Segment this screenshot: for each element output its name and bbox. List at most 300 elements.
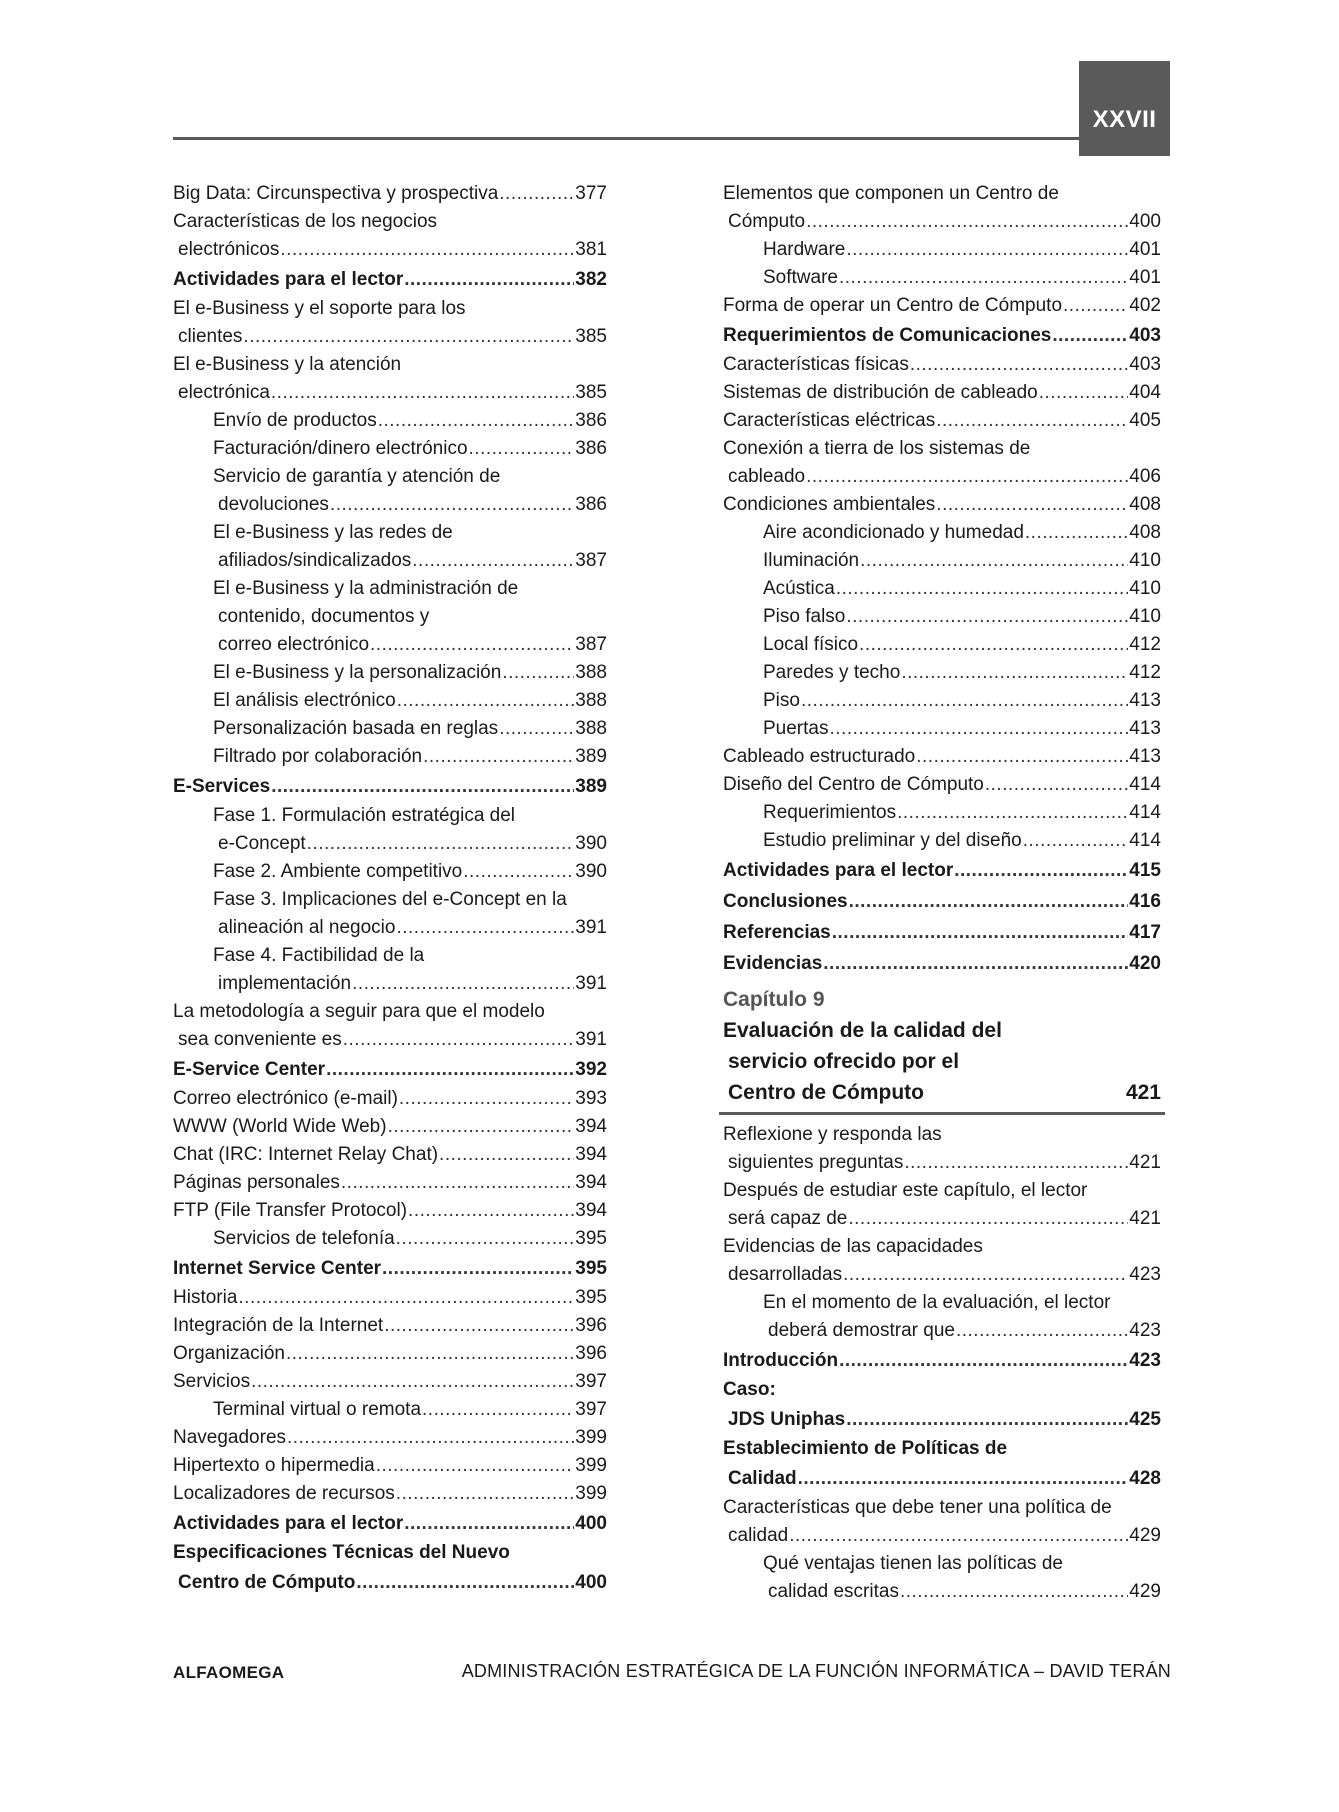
toc-entry-title: Evidencias xyxy=(723,953,823,974)
dot-leader xyxy=(1025,519,1128,547)
toc-entry-line xyxy=(173,1085,607,1113)
toc-entry xyxy=(173,1113,607,1141)
toc-page-number: 394 xyxy=(575,1172,607,1193)
dot-leader xyxy=(271,771,574,802)
toc-page-number: 386 xyxy=(575,410,607,431)
toc-entry-title: FTP (File Transfer Protocol) xyxy=(173,1200,408,1221)
toc-page-number: 391 xyxy=(575,973,607,994)
toc-entry xyxy=(723,180,1161,236)
toc-entry-line xyxy=(723,1404,1161,1435)
toc-entry-title: Especificaciones Técnicas del Nuevo xyxy=(173,1542,510,1563)
toc-entry-title: E-Service Center xyxy=(173,1059,326,1080)
toc-entry-title: Características que debe tener una política de xyxy=(723,1497,1112,1518)
toc-entry-line xyxy=(173,1368,607,1396)
toc-entry-title: Estudio preliminar y del diseño xyxy=(763,830,1022,851)
page-number-tab xyxy=(1079,61,1170,156)
toc-entry-title: Evidencias de las capacidades xyxy=(723,1236,983,1257)
toc-entry xyxy=(723,855,1161,886)
toc-page-number: 399 xyxy=(575,1455,607,1476)
toc-entry-title-end: JDS Uniphas xyxy=(728,1409,846,1430)
dot-leader xyxy=(1039,379,1129,407)
toc-entry-title: Correo electrónico (e-mail) xyxy=(173,1088,398,1109)
dot-leader xyxy=(502,659,574,687)
toc-entry-title: Hardware xyxy=(763,239,846,260)
toc-page-number: 397 xyxy=(575,1399,607,1420)
dot-leader xyxy=(287,1424,574,1452)
dot-leader xyxy=(936,407,1128,435)
toc-entry-line xyxy=(173,970,607,998)
toc-entry-title-end: calidad escritas xyxy=(768,1581,899,1602)
toc-entry-line xyxy=(723,715,1161,743)
toc-entry-line xyxy=(173,1054,607,1085)
toc-entry-line xyxy=(173,1312,607,1340)
toc-entry-title-end: Cómputo xyxy=(728,211,806,232)
toc-entry-title: Chat (IRC: Internet Relay Chat) xyxy=(173,1144,439,1165)
toc-entry-title-end: deberá demostrar que xyxy=(768,1320,955,1341)
dot-leader xyxy=(370,631,574,659)
book-title-footer: ADMINISTRACIÓN ESTRATÉGICA DE LA FUNCIÓN INFORMÁTICA – DAVID TERÁN xyxy=(461,1661,1171,1681)
toc-entry-title: El análisis electrónico xyxy=(213,690,396,711)
toc-entry xyxy=(723,1435,1161,1494)
toc-entry-line xyxy=(173,858,607,886)
toc-entry xyxy=(723,292,1161,320)
dot-leader xyxy=(399,1085,574,1113)
toc-page-number: 395 xyxy=(575,1228,607,1249)
toc-entry-line xyxy=(173,771,607,802)
toc-entry xyxy=(723,236,1161,264)
dot-leader xyxy=(412,547,574,575)
toc-entry-line xyxy=(173,379,607,407)
dot-leader xyxy=(404,1508,574,1539)
dot-leader xyxy=(384,1312,574,1340)
toc-page-number: 396 xyxy=(575,1343,607,1364)
toc-entry-line xyxy=(723,659,1161,687)
toc-entry-title: Localizadores de recursos xyxy=(173,1483,395,1504)
toc-entry-line xyxy=(723,687,1161,715)
toc-entry-title: Paredes y techo xyxy=(763,662,901,683)
dot-leader xyxy=(846,236,1128,264)
toc-entry xyxy=(173,1141,607,1169)
toc-page-number: 421 xyxy=(1129,1208,1161,1229)
toc-entry xyxy=(723,886,1161,917)
toc-entry-line xyxy=(723,1205,1161,1233)
toc-entry xyxy=(723,715,1161,743)
toc-entry-title: Servicio de garantía y atención de xyxy=(213,466,501,487)
toc-entry-line xyxy=(723,320,1161,351)
toc-entry-title-end: clientes xyxy=(178,326,243,347)
toc-entry-line xyxy=(723,1261,1161,1289)
toc-entry-title-end: correo electrónico xyxy=(218,634,370,655)
toc-entry xyxy=(723,491,1161,519)
publisher-name: ALFAOMEGA xyxy=(173,1663,285,1682)
toc-entry xyxy=(723,631,1161,659)
toc-entry-title: El e-Business y la atención xyxy=(173,354,402,375)
toc-entry xyxy=(723,948,1161,979)
toc-entry-line xyxy=(173,830,607,858)
toc-entry-title: Hipertexto o hipermedia xyxy=(173,1455,375,1476)
toc-page-number: 391 xyxy=(575,917,607,938)
toc-page-number: 394 xyxy=(575,1144,607,1165)
toc-page-number: 390 xyxy=(575,861,607,882)
toc-entry-title: Introducción xyxy=(723,1350,839,1371)
toc-entry-line xyxy=(173,1284,607,1312)
toc-entry xyxy=(173,1312,607,1340)
toc-entry-title: Cableado estructurado xyxy=(723,746,916,767)
toc-entry xyxy=(173,1508,607,1539)
toc-page-number: 382 xyxy=(575,269,607,290)
toc-entry xyxy=(173,463,607,519)
toc-entry xyxy=(173,771,607,802)
toc-entry xyxy=(173,1284,607,1312)
toc-page-number: 404 xyxy=(1129,382,1161,403)
toc-entry-title: Historia xyxy=(173,1287,238,1308)
toc-entry-title-end: alineación al negocio xyxy=(218,917,396,938)
toc-entry xyxy=(173,998,607,1054)
chapter-rule xyxy=(719,1112,1165,1115)
toc-entry xyxy=(173,1480,607,1508)
chapter-title-line2: servicio ofrecido por el xyxy=(728,1050,960,1073)
toc-entry-title: Organización xyxy=(173,1343,285,1364)
toc-entry-line xyxy=(173,1452,607,1480)
toc-entry-line xyxy=(723,1345,1161,1376)
chapter-title-line1: Evaluación de la calidad del xyxy=(723,1019,1002,1042)
toc-page-number: 417 xyxy=(1129,922,1161,943)
dot-leader xyxy=(829,715,1128,743)
toc-entry xyxy=(173,1424,607,1452)
dot-leader xyxy=(382,1253,574,1284)
toc-entry xyxy=(173,295,607,351)
dot-leader xyxy=(463,858,574,886)
toc-page-number: 401 xyxy=(1129,267,1161,288)
toc-entry xyxy=(173,886,607,942)
toc-entry-title: WWW (World Wide Web) xyxy=(173,1116,387,1137)
toc-entry-line xyxy=(723,379,1161,407)
toc-entry-line xyxy=(173,1197,607,1225)
toc-entry-line xyxy=(723,519,1161,547)
toc-entry xyxy=(723,659,1161,687)
toc-entry-title: Condiciones ambientales xyxy=(723,494,936,515)
toc-page-number: 420 xyxy=(1129,953,1161,974)
chapter-page: 421 xyxy=(1125,1081,1161,1104)
toc-entry-line xyxy=(173,687,607,715)
toc-page-number: 423 xyxy=(1129,1320,1161,1341)
toc-entry xyxy=(723,351,1161,379)
toc-entry-line xyxy=(723,799,1161,827)
toc-page-number: 423 xyxy=(1129,1350,1161,1371)
toc-entry xyxy=(723,687,1161,715)
toc-entry-title: El e-Business y la personalización xyxy=(213,662,502,683)
toc-entry xyxy=(173,1085,607,1113)
toc-entry xyxy=(723,1233,1161,1289)
toc-entry xyxy=(723,1121,1161,1177)
toc-entry-title: Facturación/dinero electrónico xyxy=(213,438,468,459)
toc-entry-line xyxy=(723,292,1161,320)
toc-entry-title: Piso falso xyxy=(763,606,846,627)
dot-leader xyxy=(238,1284,574,1312)
toc-entry-line xyxy=(723,407,1161,435)
toc-entry-title: Fase 1. Formulación estratégica del xyxy=(213,805,516,826)
toc-page-number: 390 xyxy=(575,833,607,854)
toc-entry-title-end: cableado xyxy=(728,466,806,487)
toc-entry-line xyxy=(173,659,607,687)
dot-leader xyxy=(378,407,575,435)
dot-leader xyxy=(469,435,575,463)
toc-entry xyxy=(723,575,1161,603)
toc-page-number: 421 xyxy=(1129,1152,1161,1173)
dot-leader xyxy=(849,886,1129,917)
toc-page-number: 403 xyxy=(1129,325,1161,346)
toc-entry-title-end: electrónicos xyxy=(178,239,280,260)
toc-entry-title: Integración de la Internet xyxy=(173,1315,384,1336)
toc-page-number: 385 xyxy=(575,326,607,347)
toc-entry-line xyxy=(723,603,1161,631)
toc-page-number: 395 xyxy=(575,1258,607,1279)
dot-leader xyxy=(956,1317,1128,1345)
toc-left-column xyxy=(173,180,607,1598)
toc-entry-title: Terminal virtual o remota xyxy=(213,1399,422,1420)
toc-entry-title: Actividades para el lector xyxy=(173,269,404,290)
dot-leader xyxy=(423,743,574,771)
dot-leader xyxy=(499,180,574,208)
toc-entry-title-end: será capaz de xyxy=(728,1208,848,1229)
toc-entry-line xyxy=(173,914,607,942)
toc-entry xyxy=(173,1197,607,1225)
dot-leader xyxy=(859,631,1128,659)
toc-entry-line xyxy=(173,323,607,351)
toc-entry-title: Requerimientos de Comunicaciones xyxy=(723,325,1052,346)
toc-entry-line xyxy=(723,1578,1161,1606)
dot-leader xyxy=(916,743,1128,771)
toc-entry-title: Conexión a tierra de los sistemas de xyxy=(723,438,1031,459)
toc-entry-title-end: sea conveniente es xyxy=(178,1029,342,1050)
toc-entry-title: Servicios de telefonía xyxy=(213,1228,395,1249)
toc-entry xyxy=(173,802,607,858)
toc-entry-title: Filtrado por colaboración xyxy=(213,746,423,767)
toc-entry-line xyxy=(173,236,607,264)
toc-entry-line xyxy=(723,208,1161,236)
dot-leader xyxy=(396,914,574,942)
dot-leader xyxy=(936,491,1128,519)
toc-entry xyxy=(173,351,607,407)
toc-entry-title-cont: contenido, documentos y xyxy=(218,606,430,627)
toc-page-number: 397 xyxy=(575,1371,607,1392)
dot-leader xyxy=(848,1205,1128,1233)
chapter-title-line3 xyxy=(723,1077,1161,1108)
toc-page-number: 425 xyxy=(1129,1409,1161,1430)
toc-entry xyxy=(173,1253,607,1284)
toc-entry-line xyxy=(723,1522,1161,1550)
toc-entry-title: Acústica xyxy=(763,578,835,599)
dot-leader xyxy=(251,1368,574,1396)
toc-entry xyxy=(173,519,607,575)
toc-page-number: 402 xyxy=(1129,295,1161,316)
toc-page-number: 377 xyxy=(575,183,607,204)
toc-entry-title-end: e-Concept xyxy=(218,833,306,854)
toc-entry-line xyxy=(173,743,607,771)
toc-entry-line xyxy=(723,575,1161,603)
dot-leader xyxy=(901,659,1128,687)
toc-entry-line xyxy=(723,1317,1161,1345)
toc-entry xyxy=(173,575,607,659)
toc-entry xyxy=(723,407,1161,435)
toc-page-number: 403 xyxy=(1129,354,1161,375)
toc-page-number: 412 xyxy=(1129,634,1161,655)
toc-page-number: 401 xyxy=(1129,239,1161,260)
toc-page-number: 428 xyxy=(1129,1468,1161,1489)
toc-entry-title: Navegadores xyxy=(173,1427,287,1448)
dot-leader xyxy=(910,351,1128,379)
toc-entry-line xyxy=(173,264,607,295)
toc-entry-title-end: Calidad xyxy=(728,1468,797,1489)
header-rule xyxy=(173,137,1079,140)
toc-entry-line xyxy=(723,351,1161,379)
toc-entry-line xyxy=(723,463,1161,491)
toc-entry-title: Elementos que componen un Centro de xyxy=(723,183,1059,204)
toc-page-number: 385 xyxy=(575,382,607,403)
toc-entry-title: Fase 3. Implicaciones del e-Concept en la xyxy=(213,889,567,910)
toc-page-number: 406 xyxy=(1129,466,1161,487)
dot-leader xyxy=(985,771,1128,799)
toc-entry xyxy=(173,1225,607,1253)
toc-entry-line xyxy=(723,771,1161,799)
dot-leader xyxy=(843,1261,1128,1289)
toc-entry xyxy=(173,407,607,435)
toc-entry xyxy=(173,743,607,771)
toc-page-number: 412 xyxy=(1129,662,1161,683)
toc-entry xyxy=(723,1177,1161,1233)
toc-entry-title: Software xyxy=(763,267,838,288)
toc-page-number: 392 xyxy=(575,1059,607,1080)
dot-leader xyxy=(806,463,1128,491)
toc-page-number: 413 xyxy=(1129,746,1161,767)
toc-entry-title: Internet Service Center xyxy=(173,1258,382,1279)
toc-entry xyxy=(173,1539,607,1598)
toc-entry xyxy=(723,771,1161,799)
toc-entry-title: Requerimientos xyxy=(763,802,897,823)
dot-leader xyxy=(789,1522,1128,1550)
page-number: XXVII xyxy=(1092,106,1157,133)
toc-entry-title-end: calidad xyxy=(728,1525,789,1546)
toc-entry-line xyxy=(723,855,1161,886)
toc-entry-title-end: desarrolladas xyxy=(728,1264,843,1285)
toc-entry-title: Servicios xyxy=(173,1371,251,1392)
toc-entry-line xyxy=(173,1113,607,1141)
dot-leader xyxy=(341,1169,574,1197)
toc-page-number: 388 xyxy=(575,662,607,683)
toc-page-number: 389 xyxy=(575,776,607,797)
toc-entry-title: Iluminación xyxy=(763,550,860,571)
toc-entry xyxy=(173,715,607,743)
toc-entry-line xyxy=(723,1149,1161,1177)
toc-entry xyxy=(723,519,1161,547)
toc-entry xyxy=(723,320,1161,351)
toc-entry-title: Actividades para el lector xyxy=(173,1513,404,1534)
toc-page-number: 413 xyxy=(1129,690,1161,711)
dot-leader xyxy=(404,264,574,295)
toc-page-number: 394 xyxy=(575,1116,607,1137)
toc-entry-title: Características eléctricas xyxy=(723,410,936,431)
toc-page-number: 414 xyxy=(1129,802,1161,823)
toc-entry-line xyxy=(723,886,1161,917)
dot-leader xyxy=(860,547,1128,575)
toc-page-number: 386 xyxy=(575,494,607,515)
toc-entry-line xyxy=(173,715,607,743)
toc-page-number: 396 xyxy=(575,1315,607,1336)
toc-entry-title: Aire acondicionado y humedad xyxy=(763,522,1024,543)
dot-leader xyxy=(499,715,574,743)
toc-entry-title-end: implementación xyxy=(218,973,352,994)
toc-entry-line xyxy=(173,1480,607,1508)
toc-entry-title-end: devoluciones xyxy=(218,494,329,515)
toc-entry-line xyxy=(723,917,1161,948)
toc-entry-title: Características de los negocios xyxy=(173,211,438,232)
toc-entry-line xyxy=(173,1225,607,1253)
dot-leader xyxy=(836,575,1128,603)
toc-page-number: 395 xyxy=(575,1287,607,1308)
toc-page-number: 391 xyxy=(575,1029,607,1050)
toc-page-number: 400 xyxy=(1129,211,1161,232)
dot-leader xyxy=(900,1578,1128,1606)
toc-page-number: 399 xyxy=(575,1483,607,1504)
toc-entry xyxy=(173,180,607,208)
toc-entry-line xyxy=(723,827,1161,855)
toc-entry-title: Fase 4. Factibilidad de la xyxy=(213,945,425,966)
toc-page-number: 387 xyxy=(575,634,607,655)
toc-page-number: 408 xyxy=(1129,522,1161,543)
toc-entry-line xyxy=(173,491,607,519)
toc-entry xyxy=(173,1054,607,1085)
toc-entry-title-end: afiliados/sindicalizados xyxy=(218,550,412,571)
toc-page-number: 400 xyxy=(575,1513,607,1534)
toc-entry-line xyxy=(173,1340,607,1368)
dot-leader xyxy=(307,830,575,858)
toc-page-number: 413 xyxy=(1129,718,1161,739)
toc-page-number: 414 xyxy=(1129,774,1161,795)
toc-entry xyxy=(723,1376,1161,1435)
toc-entry xyxy=(173,1452,607,1480)
toc-entry-title: Big Data: Circunspectiva y prospectiva xyxy=(173,183,499,204)
toc-page-number: 410 xyxy=(1129,578,1161,599)
toc-entry-line xyxy=(173,547,607,575)
toc-entry-title: Sistemas de distribución de cableado xyxy=(723,382,1038,403)
dot-leader xyxy=(846,603,1128,631)
dot-leader xyxy=(408,1197,574,1225)
dot-leader xyxy=(271,379,574,407)
dot-leader xyxy=(396,1225,575,1253)
toc-page-number: 429 xyxy=(1129,1525,1161,1546)
toc-entry-title: La metodología a seguir para que el modelo xyxy=(173,1001,545,1022)
toc-entry xyxy=(723,917,1161,948)
toc-entry xyxy=(173,208,607,264)
toc-entry-title: Después de estudiar este capítulo, el lector xyxy=(723,1180,1088,1201)
dot-leader xyxy=(801,687,1128,715)
toc-page-number: 408 xyxy=(1129,494,1161,515)
toc-entry-title: Local físico xyxy=(763,634,859,655)
dot-leader xyxy=(1063,292,1128,320)
toc-page-number: 388 xyxy=(575,690,607,711)
toc-page-number: 387 xyxy=(575,550,607,571)
toc-entry xyxy=(173,1368,607,1396)
toc-page-number: 399 xyxy=(575,1427,607,1448)
toc-entry-title-end: Centro de Cómputo xyxy=(178,1572,356,1593)
toc-entry-line xyxy=(173,1169,607,1197)
dot-leader xyxy=(954,855,1128,886)
toc-entry xyxy=(723,264,1161,292)
toc-entry-line xyxy=(173,180,607,208)
toc-entry xyxy=(723,379,1161,407)
dot-leader xyxy=(897,799,1128,827)
toc-entry xyxy=(173,858,607,886)
